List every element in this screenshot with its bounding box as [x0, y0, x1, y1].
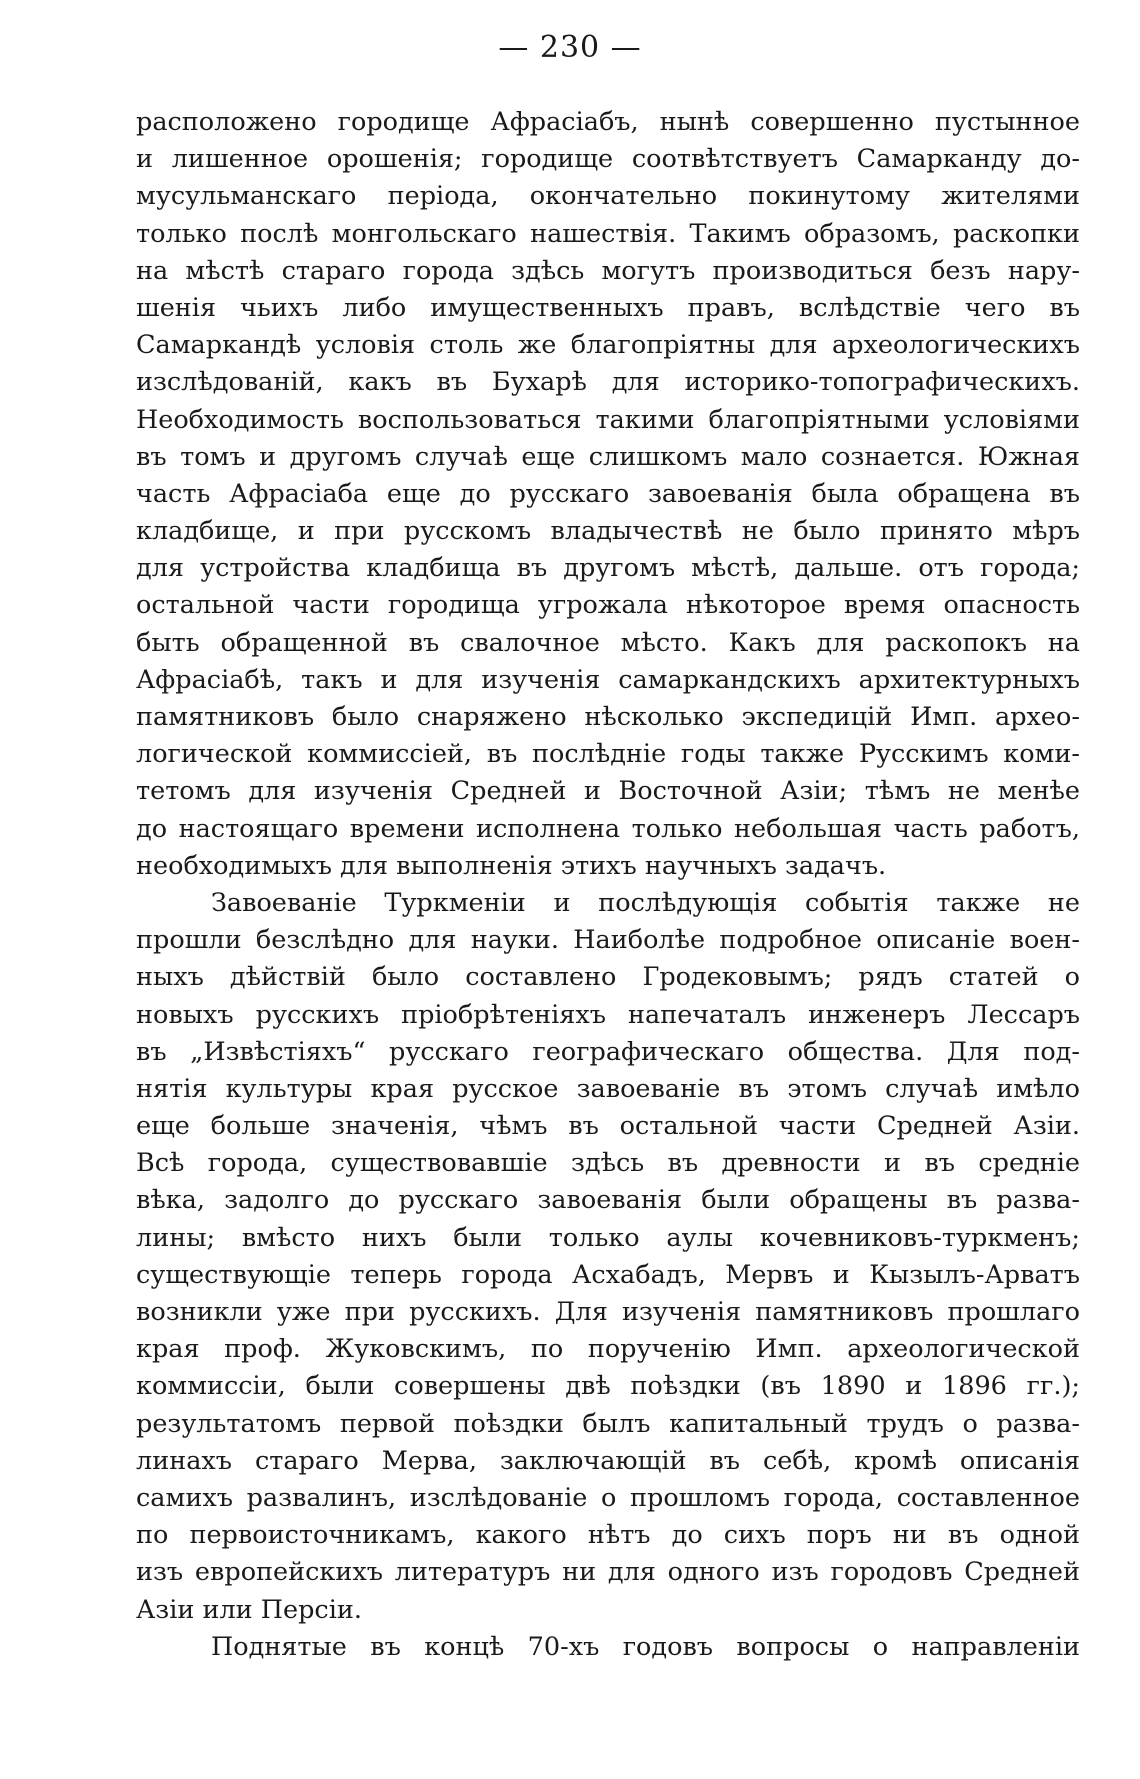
text-line: въ томъ и другомъ случаѣ еще слишкомъ мало сознается. Южная — [136, 441, 1080, 472]
text-line: самихъ развалинъ, изслѣдованiе о прошломъ города, составленное — [136, 1482, 1080, 1513]
text-line: мусульманскаго перiода, окончательно покинутому жителями — [136, 181, 1080, 212]
body-text — [136, 104, 1080, 1666]
text-line: расположено городище Афрасiабъ, нынѣ совершенно пустынное — [136, 107, 1080, 137]
paragraph-last-line: необходимыхъ для выполненiя этихъ научныхъ задачъ. — [136, 850, 887, 881]
text-line: шенiя чьихъ либо имущественныхъ правъ, вслѣдствiе чего въ — [136, 292, 1080, 323]
text-line: тетомъ для изученiя Средней и Восточной Азiи; тѣмъ не менѣе — [136, 776, 1080, 807]
text-line: прошли безслѣдно для науки. Наиболѣе подробное описанiе воен- — [136, 925, 1080, 956]
text-line: Самаркандѣ условiя столь же благопрiятны для археологическихъ — [136, 330, 1080, 361]
text-line: Афрасiабѣ, такъ и для изученiя самаркандскихъ архитектурныхъ — [136, 664, 1080, 695]
paragraph-last-line: Азiи или Персiи. — [136, 1594, 362, 1625]
text-line: результатомъ первой поѣздки былъ капитальный трудъ о разва- — [136, 1408, 1080, 1439]
text-line: Всѣ города, существовавшiе здѣсь въ древности и въ среднiе — [136, 1148, 1080, 1179]
text-line: на мѣстѣ стараго города здѣсь могутъ производиться безъ нару- — [136, 255, 1080, 286]
text-line: нятiя культуры края русское завоеванiе въ этомъ случаѣ имѣло — [136, 1073, 1080, 1104]
text-line: лины; вмѣсто нихъ были только аулы кочевниковъ-туркменъ; — [136, 1222, 1080, 1253]
text-line: возникли уже при русскихъ. Для изученiя памятниковъ прошлаго — [136, 1297, 1080, 1327]
text-line: и лишенное орошенiя; городище соотвѣтствуетъ Самарканду до- — [136, 144, 1080, 175]
text-line: по первоисточникамъ, какого нѣтъ до сихъ поръ ни въ одной — [136, 1520, 1080, 1551]
text-line: памятниковъ было снаряжено нѣсколько экспедицiй Имп. архео- — [136, 702, 1080, 732]
text-line: остальной части городища угрожала нѣкоторое время опасность — [136, 590, 1080, 621]
page-number: — 230 — — [498, 30, 642, 65]
text-line: въ „Извѣстiяхъ“ русскаго географическаго общества. Для под- — [136, 1036, 1080, 1067]
text-line: ныхъ дѣйствiй было составлено Гродековымъ; рядъ статей о — [136, 962, 1080, 993]
text-line: изъ европейскихъ литературъ ни для одного изъ городовъ Средней — [136, 1557, 1080, 1588]
paragraph-first-line: Завоеванiе Туркменiи и послѣдующiя событiя также не — [211, 887, 1080, 918]
text-line: линахъ стараго Мерва, заключающiй въ себѣ, кромѣ описанiя — [136, 1445, 1080, 1476]
text-line: еще больше значенiя, чѣмъ въ остальной части Средней Азiи. — [136, 1111, 1080, 1142]
text-line: логической коммиссiей, въ послѣднiе годы также Русскимъ коми- — [136, 739, 1080, 770]
text-line: существующiе теперь города Асхабадъ, Мервъ и Кызылъ-Арватъ — [136, 1259, 1080, 1290]
text-line: быть обращенной въ свалочное мѣсто. Какъ для раскопокъ на — [136, 627, 1080, 658]
text-line: изслѣдованiй, какъ въ Бухарѣ для историко-топографическихъ. — [136, 367, 1080, 398]
text-line: только послѣ монгольскаго нашествiя. Такимъ образомъ, раскопки — [136, 218, 1080, 249]
text-line: вѣка, задолго до русскаго завоеванiя были обращены въ разва- — [136, 1185, 1080, 1216]
text-line: Необходимость воспользоваться такими благопрiятными условiями — [136, 404, 1080, 435]
text-line: часть Афрасiаба еще до русскаго завоеванiя была обращена въ — [136, 478, 1080, 509]
paragraph-first-line: Поднятые въ концѣ 70-хъ годовъ вопросы о направленiи — [211, 1631, 1080, 1662]
text-line: новыхъ русскихъ прiобрѣтенiяхъ напечаталъ инженеръ Лессаръ — [136, 999, 1080, 1030]
text-line: до настоящаго времени исполнена только небольшая часть работъ, — [136, 813, 1080, 844]
text-line: края проф. Жуковскимъ, по порученiю Имп. археологической — [136, 1334, 1080, 1365]
text-line: для устройства кладбища въ другомъ мѣстѣ, дальше. отъ города; — [136, 553, 1080, 584]
text-line: кладбище, и при русскомъ владычествѣ не было принято мѣръ — [136, 516, 1080, 547]
text-line: коммиссiи, были совершены двѣ поѣздки (въ 1890 и 1896 гг.); — [136, 1371, 1080, 1402]
